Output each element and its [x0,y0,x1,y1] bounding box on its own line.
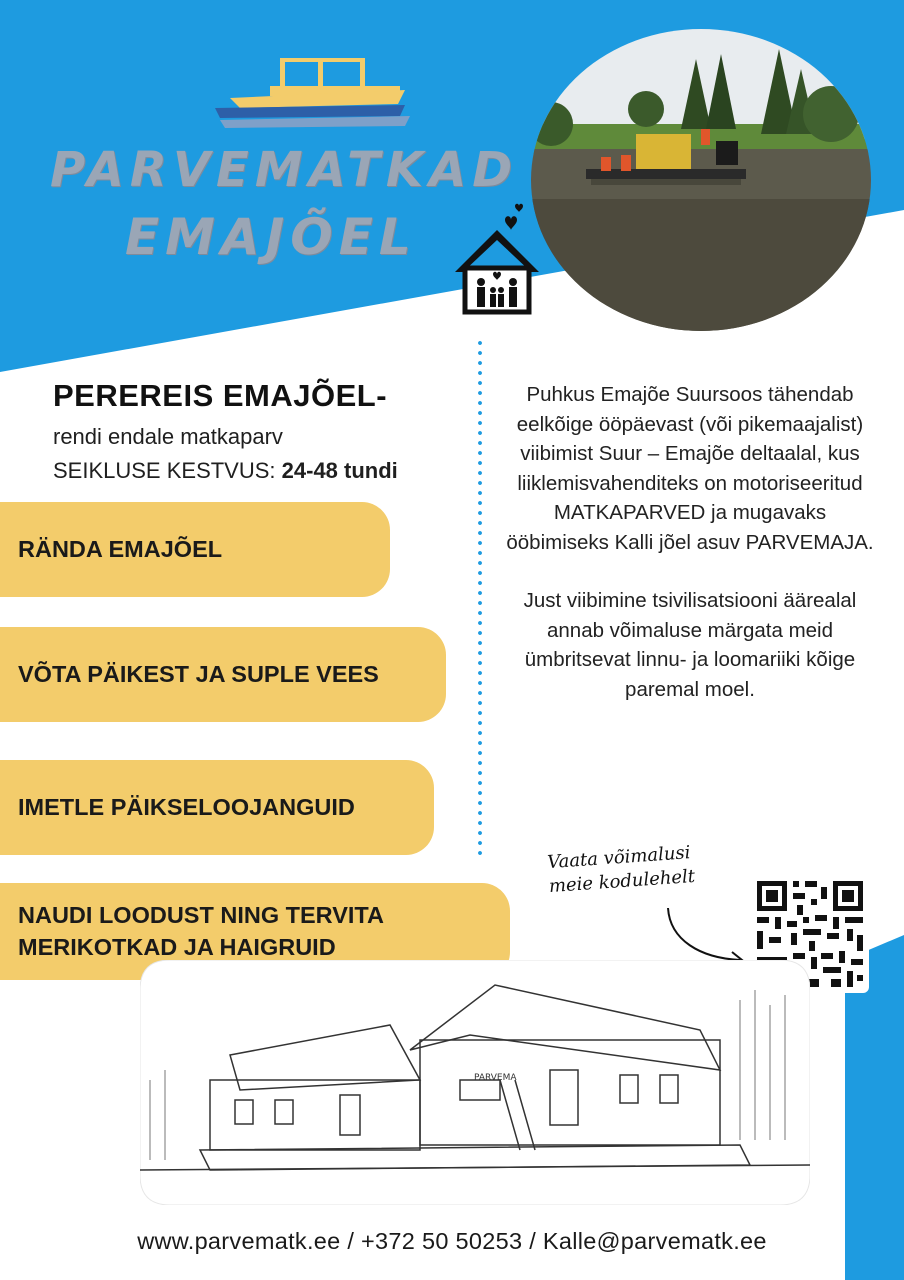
brand-logo [40,50,519,280]
description-paragraph-1: Puhkus Emajõe Suursoos tähendab eelkõige ööpäevast (või pikemaajalist) viibimist Suur – Emajõe deltaalal, kus liiklemisvahenditeks on motoriseeritud MATKAPARVED ja mugavaks ööbimiseks Kalli jõel asuv PARVEMAJA. [506,383,874,554]
logo-text-line2: EMAJÕEL [125,208,417,266]
qr-note [547,841,696,899]
activity-label: RÄNDA EMAJÕEL [18,535,223,562]
floating-house-sketch [140,960,810,1205]
logo-text-line1: PARVEMATKAD [50,142,519,198]
description-text [500,380,880,733]
cabin-sign-text: PARVEMA [474,1073,517,1083]
activity-panel-1 [0,502,390,597]
raft-photo [531,29,871,331]
dotted-divider [478,338,482,858]
activity-panel-3 [0,760,434,855]
page-subtitle: rendi endale matkaparv [53,424,283,449]
page-title: PEREREIS EMAJÕEL- [53,378,388,413]
activity-label: IMETLE PÄIKSELOOJANGUID [18,793,355,820]
activity-panel-2 [0,627,446,722]
qr-note-line1: Vaata võimalusi [546,842,692,874]
duration-label: SEIKLUSE KESTVUS: [53,458,282,483]
duration-line [53,458,398,484]
activity-label: VÕTA PÄIKEST JA SUPLE VEES [18,660,379,687]
contact-footer[interactable]: www.parvematk.ee / +372 50 50253 / Kalle@parvematk.ee [137,1228,767,1254]
description-paragraph-2: Just viibimine tsivilisatsiooni äärealal annab võimaluse märgata meid ümbritsevat linnu- ja loomariiki kõige paremal moel. [523,589,857,701]
raft-logo-icon [40,50,490,140]
duration-value: 24-48 tundi [281,458,398,483]
activity-label: NAUDI LOODUST NING TERVITA MERIKOTKAD JA HAIGRUID [18,901,384,960]
qr-note-line2: meie kodulehelt [548,865,696,898]
family-house-icon [453,200,541,315]
